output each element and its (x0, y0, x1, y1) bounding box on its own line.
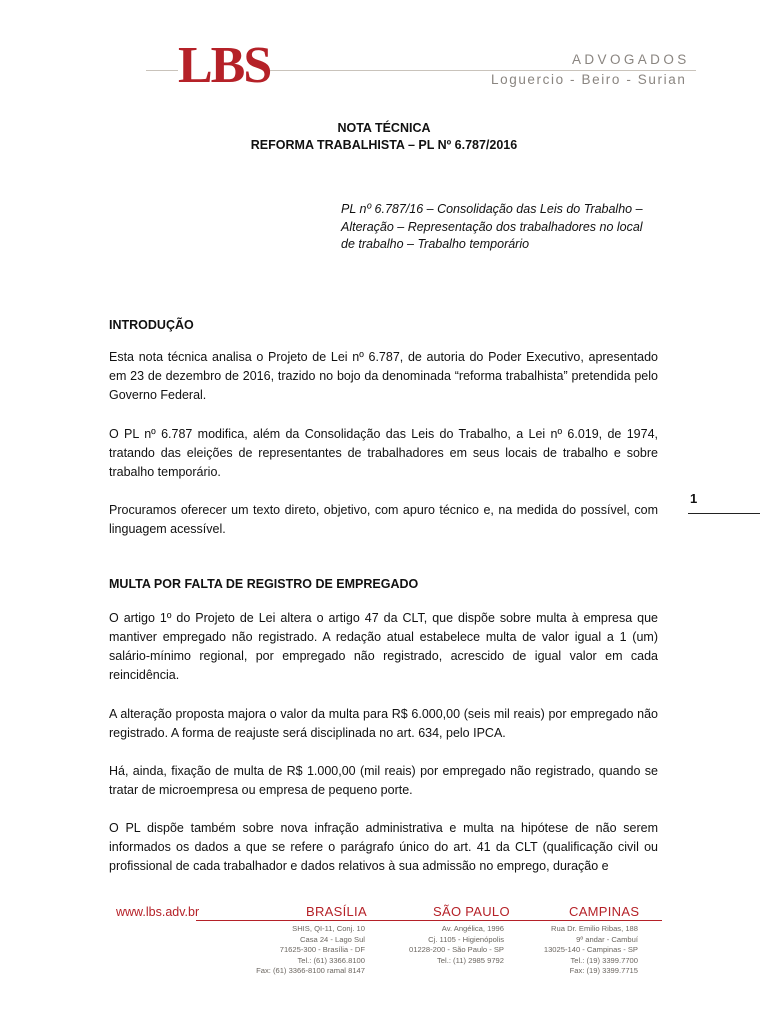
paragraph: Procuramos oferecer um texto direto, objetivo, com apuro técnico e, na medida do possível, com linguagem acessível. (109, 503, 658, 536)
footer-address-campinas (540, 924, 638, 977)
section-heading-multa: MULTA POR FALTA DE REGISTRO DE EMPREGADO (109, 577, 419, 591)
paragraph: Há, ainda, fixação de multa de R$ 1.000,00 (mil reais) por empregado não registrado, quando se tratar de microempresa ou empresa de pequeno porte. (109, 764, 658, 797)
paragraph: O PL nº 6.787 modifica, além da Consolidação das Leis do Trabalho, a Lei nº 6.019, de 1974, tratando das eleições de representantes de trabalhadores em seus locais de trabalho e sobre trabalho temporário. (109, 427, 658, 479)
address-line: SHIS, QI-11, Conj. 10 (292, 924, 365, 933)
document-subtitle: REFORMA TRABALHISTA – PL Nº 6.787/2016 (250, 138, 518, 152)
partners-names: Loguercio - Beiro - Surian (491, 72, 687, 87)
firm-name: ADVOGADOS (572, 52, 690, 67)
footer-website: www.lbs.adv.br (116, 905, 200, 919)
footer-rule (196, 920, 662, 921)
paragraph: O artigo 1º do Projeto de Lei altera o artigo 47 da CLT, que dispõe sobre multa à empresa que mantiver empregado não registrado. A redação atual estabelece multa de valor igual a 1 (um) salário-mínimo regional, por empregado não registrado, acrescido de igual valor em cada reincidência. (109, 611, 658, 682)
address-line: Av. Angélica, 1996 (441, 924, 504, 933)
document-title: NOTA TÉCNICA (337, 121, 431, 135)
header-rule (266, 70, 696, 71)
page-number-rule (688, 513, 760, 514)
footer-address-sao-paulo (404, 924, 504, 966)
address-line: Tel.: (61) 3366.8100 (297, 955, 365, 965)
address-line: Casa 24 - Lago Sul (299, 934, 365, 944)
footer-address-brasilia (254, 924, 365, 977)
paragraph: Esta nota técnica analisa o Projeto de Lei nº 6.787, de autoria do Poder Executivo, apresentado em 23 de dezembro de 2016, trazido no bojo da denominada “reforma trabalhista” pretendida pelo Governo Federal. (109, 350, 658, 402)
footer-city-brasilia: BRASÍLIA (306, 904, 367, 919)
header-rule-left (146, 70, 178, 71)
address-line: 9º andar - Cambuí (576, 934, 638, 944)
footer-city-campinas: CAMPINAS (569, 904, 640, 919)
ementa-summary: PL nº 6.787/16 – Consolidação das Leis do Trabalho – Alteração – Representação dos trabalhadores no local de trabalho – Trabalho temporário (341, 202, 643, 251)
address-line: Tel.: (19) 3399.7700 (570, 955, 638, 965)
address-line: Cj. 1105 - Higienópolis (428, 934, 504, 944)
paragraph: A alteração proposta majora o valor da multa para R$ 6.000,00 (seis mil reais) por empregado não registrado. A forma de reajuste será disciplinada no art. 634, pelo IPCA. (109, 707, 658, 740)
section-heading-introducao: INTRODUÇÃO (109, 318, 194, 332)
address-line: Fax: (19) 3399.7715 (569, 966, 638, 975)
lbs-logo: LBS (178, 37, 271, 94)
footer-city-sao-paulo: SÃO PAULO (433, 904, 510, 919)
address-line: Fax: (61) 3366-8100 ramal 8147 (256, 966, 365, 975)
address-line: 71625-300 - Brasília - DF (279, 945, 365, 954)
address-line: 01228-200 - São Paulo - SP (409, 945, 504, 954)
address-line: Rua Dr. Emilio Ribas, 188 (551, 924, 638, 933)
address-line: Tel.: (11) 2985 9792 (437, 955, 504, 965)
address-line: 13025-140 - Campinas - SP (543, 945, 638, 954)
page-number: 1 (690, 491, 698, 506)
paragraph: O PL dispõe também sobre nova infração administrativa e multa na hipótese de não serem informados os dados a que se refere o parágrafo único do art. 41 da CLT (qualificação civil ou profissional de cada trabalhador e dados relativos à sua admissão no emprego, duração e (109, 821, 658, 873)
